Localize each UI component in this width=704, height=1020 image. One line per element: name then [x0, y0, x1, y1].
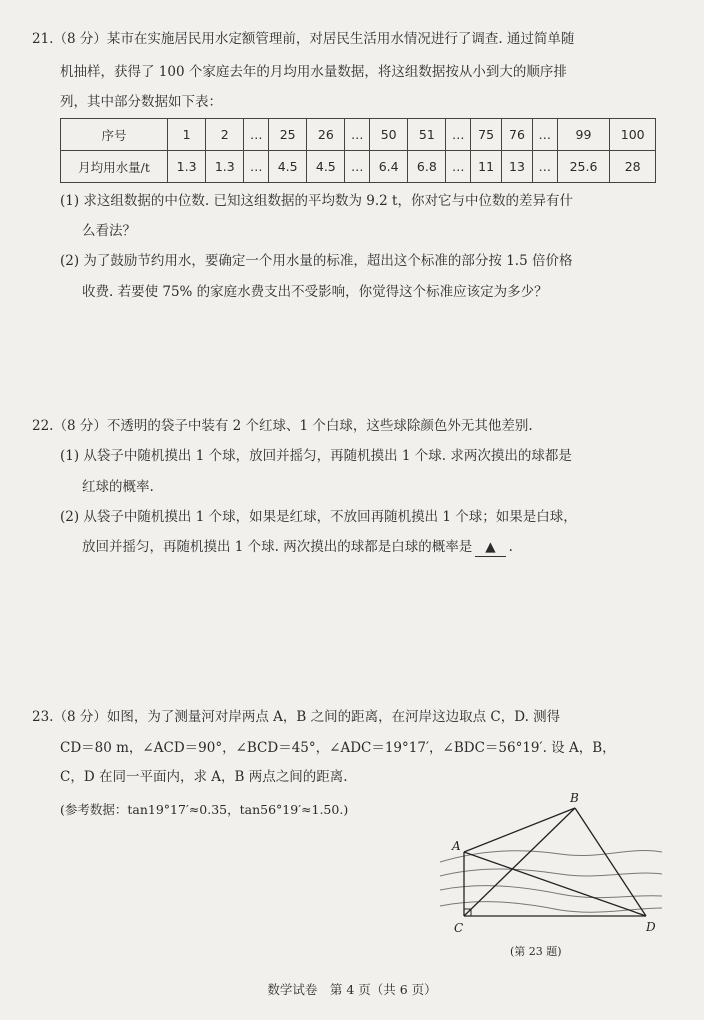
table-cell: 50: [370, 119, 408, 151]
table-cell: 25: [269, 119, 307, 151]
table-cell: 1.3: [168, 151, 206, 183]
point-label-d: D: [646, 920, 656, 934]
q21-part1-line1: (1) 求这组数据的中位数. 已知这组数据的平均数为 9.2 t，你对它与中位数的差异有什: [60, 193, 573, 209]
q21-line2: 机抽样，获得了 100 个家庭去年的月均用水量数据，将这组数据按从小到大的顺序排: [60, 64, 567, 80]
table-cell: …: [345, 151, 370, 183]
table-cell: …: [532, 151, 557, 183]
river-wave: [440, 850, 662, 862]
point-label-c: C: [454, 921, 464, 935]
segment-ab: [464, 808, 575, 852]
q23-figure: [440, 790, 670, 940]
table-cell: 99: [557, 119, 610, 151]
table-row-index: [61, 119, 656, 151]
table-cell: 100: [610, 119, 656, 151]
q22-part1-line1: (1) 从袋子中随机摸出 1 个球，放回并摇匀，再随机摸出 1 个球. 求两次摸出的球都是: [60, 448, 572, 464]
table-cell: 2: [206, 119, 244, 151]
table-cell: 76: [502, 119, 533, 151]
point-label-a: A: [452, 839, 461, 853]
q22-part1-line2: 红球的概率.: [82, 479, 154, 495]
q23-line2: CD＝80 m，∠ACD＝90°，∠BCD＝45°，∠ADC＝19°17′，∠BDC＝56°19′. 设 A，B，: [60, 740, 616, 756]
segment-bc: [464, 808, 575, 916]
table-cell: 4.5: [269, 151, 307, 183]
page-footer: 数学试卷 第 4 页（共 6 页）: [267, 982, 437, 997]
q21-part1-line2: 么看法？: [82, 223, 136, 239]
table-cell: 月均用水量/t: [61, 151, 168, 183]
table-cell: …: [244, 151, 269, 183]
q22-part2-text: 放回并摇匀，再随机摸出 1 个球. 两次摸出的球都是白球的概率是: [82, 539, 473, 555]
answer-blank: ▲: [475, 538, 505, 557]
table-cell: 25.6: [557, 151, 610, 183]
point-label-b: B: [570, 791, 579, 805]
q21-part2-line1: (2) 为了鼓励节约用水，要确定一个用水量的标准，超出这个标准的部分按 1.5 倍价格: [60, 253, 573, 269]
river-wave: [440, 869, 662, 876]
table-cell: 11: [471, 151, 502, 183]
table-cell: 28: [610, 151, 656, 183]
q23-line3: C，D 在同一平面内，求 A，B 两点之间的距离.: [60, 769, 348, 785]
q22-part2-end: .: [508, 539, 513, 555]
table-cell: 序号: [61, 119, 168, 151]
q21-head: 21.（8 分）某市在实施居民用水定额管理前，对居民生活用水情况进行了调查. 通过简单随: [32, 31, 575, 47]
water-usage-table: [60, 118, 656, 183]
table-cell: 75: [471, 119, 502, 151]
table-cell: …: [532, 119, 557, 151]
table-cell: 1: [168, 119, 206, 151]
q23-reference-data: (参考数据：tan19°17′≈0.35，tan56°19′≈1.50.): [60, 802, 349, 817]
table-cell: …: [244, 119, 269, 151]
table-cell: 13: [502, 151, 533, 183]
figure-caption: (第 23 题): [510, 945, 562, 958]
table-cell: 6.8: [408, 151, 446, 183]
table-row-usage: [61, 151, 656, 183]
table-cell: 26: [307, 119, 345, 151]
q22-part2-line2: [82, 538, 513, 557]
table-cell: …: [345, 119, 370, 151]
segment-bd: [575, 808, 646, 916]
table-cell: 6.4: [370, 151, 408, 183]
table-cell: 4.5: [307, 151, 345, 183]
segment-ad: [464, 852, 646, 916]
q21-part2-line2: 收费. 若要使 75% 的家庭水费支出不受影响，你觉得这个标准应该定为多少？: [82, 284, 548, 300]
q22-head: 22.（8 分）不透明的袋子中装有 2 个红球、1 个白球，这些球除颜色外无其他差别.: [32, 418, 533, 434]
river-wave: [440, 886, 662, 898]
table-cell: 1.3: [206, 151, 244, 183]
q22-part2-line1: (2) 从袋子中随机摸出 1 个球，如果是红球，不放回再随机摸出 1 个球；如果是白球，: [60, 509, 577, 525]
table-cell: …: [446, 151, 471, 183]
table-cell: …: [446, 119, 471, 151]
q23-head: 23.（8 分）如图，为了测量河对岸两点 A，B 之间的距离，在河岸这边取点 C，D. 测得: [32, 709, 561, 725]
table-cell: 51: [408, 119, 446, 151]
q21-line3: 列，其中部分数据如下表：: [60, 94, 222, 110]
